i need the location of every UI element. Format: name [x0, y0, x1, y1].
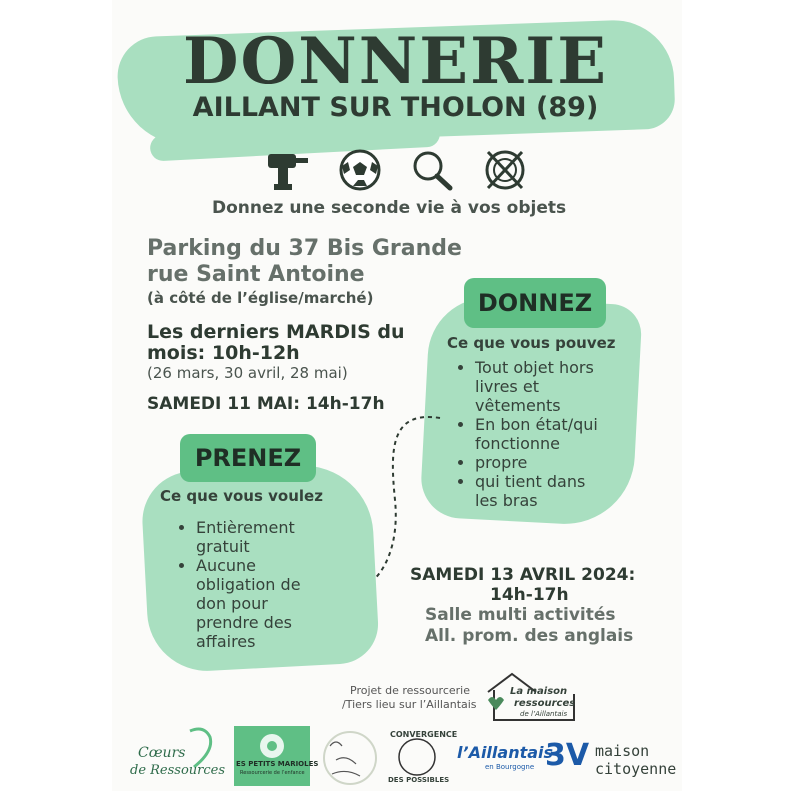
list-item: • Aucune obligation de don pour prendre des affaires [196, 556, 356, 651]
event-line4: All. prom. des anglais [425, 626, 634, 646]
soccer-ball-icon [338, 148, 382, 192]
event-line1: SAMEDI 13 AVRIL 2024: [410, 565, 636, 585]
aillantais-line1: l’Aillantais [457, 743, 554, 762]
magnifier-icon [410, 148, 454, 192]
page-subtitle: AILLANT SUR THOLON (89) [192, 92, 599, 123]
list-item: • qui tient dans les bras [475, 472, 635, 510]
house-logo-line3: de l’Aillantais [520, 710, 568, 718]
handwritten-logo [322, 728, 378, 788]
location-line2: rue Saint Antoine [147, 262, 365, 287]
house-logo-line1: La maison [510, 686, 568, 697]
list-item: • propre [475, 453, 635, 472]
snail-icon [234, 726, 310, 786]
maison-line1: maison [595, 742, 650, 760]
coeurs-line1: Cœurs [138, 745, 186, 761]
location-note: (à côté de l’église/marché) [147, 289, 374, 307]
maison-citoyenne-logo [545, 738, 675, 780]
tagline: Donnez une seconde vie à vos objets [212, 198, 567, 218]
page-title: DONNERIE [183, 24, 608, 99]
list-item: • Entièrement gratuit [196, 518, 356, 556]
aillantais-logo [455, 735, 554, 781]
give-subtitle: Ce que vous pouvez [447, 334, 616, 352]
list-item: • En bon état/qui fonctionne [475, 415, 635, 453]
take-subtitle: Ce que vous voulez [160, 487, 323, 505]
maison-line2: citoyenne [595, 760, 677, 778]
schedule-line2: mois: 10h-12h [147, 342, 300, 364]
schedule-line1: Les derniers MARDIS du [147, 321, 405, 343]
house-logo-line2: ressources [514, 698, 576, 709]
project-line2: /Tiers lieu sur l’Aillantais [342, 698, 477, 711]
list-item: • Tout objet hors livres et vêtements [475, 358, 635, 415]
project-line1: Projet de ressourcerie [350, 684, 470, 697]
petits-marioles-logo [234, 726, 319, 786]
take-label: PRENEZ [180, 434, 316, 482]
house-logo [484, 670, 580, 724]
petits-line1: ES PETITS MARIOLES [236, 760, 319, 768]
plate-cutlery-icon [482, 148, 528, 192]
take-list [176, 518, 356, 651]
convergence-line1: CONVERGENCE [390, 730, 458, 739]
convergence-line2: DES POSSIBLES [388, 776, 450, 784]
petits-line2: Ressourcerie de l’enfance [240, 770, 305, 776]
schedule-saturday: SAMEDI 11 MAI: 14h-17h [147, 394, 385, 414]
give-list [455, 358, 635, 510]
aillantais-line2: en Bourgogne [485, 763, 535, 771]
event-line3: Salle multi activités [425, 605, 616, 625]
coeurs-line2: de Ressources [130, 763, 226, 778]
maison-mono: 3V [545, 738, 590, 773]
convergence-logo [386, 726, 458, 788]
location-line1: Parking du 37 Bis Grande [147, 236, 462, 261]
drill-icon [266, 148, 312, 192]
event-line2: 14h-17h [490, 585, 569, 605]
give-label: DONNEZ [464, 278, 606, 328]
schedule-dates: (26 mars, 30 avril, 28 mai) [147, 364, 348, 382]
coeurs-logo [130, 725, 230, 785]
